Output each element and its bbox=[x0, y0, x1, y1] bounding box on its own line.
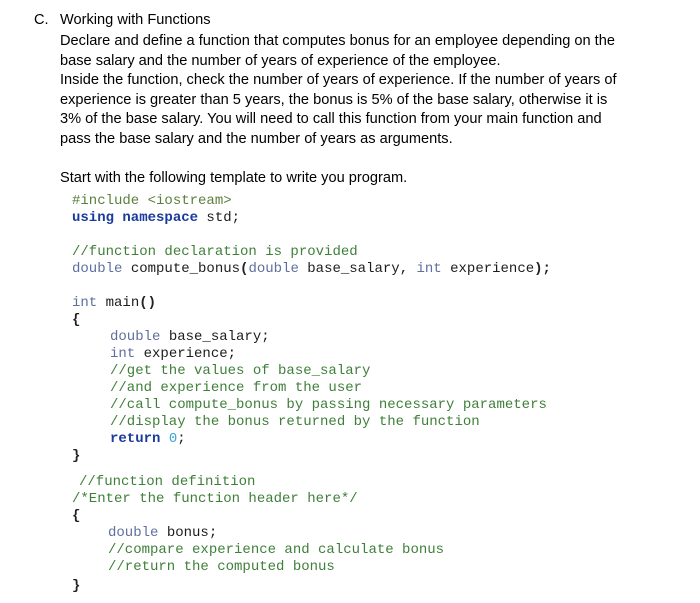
code-line-comment-return: //return the computed bonus bbox=[108, 559, 335, 575]
code-line-return: return 0; bbox=[110, 431, 186, 447]
section-letter: C. bbox=[34, 12, 49, 28]
code-line-declaration: double compute_bonus(double base_salary, int experience); bbox=[72, 261, 551, 277]
code-line-comment-display: //display the bonus returned by the function bbox=[110, 414, 480, 430]
code-line-experience: int experience; bbox=[110, 346, 237, 362]
code-line-using: using namespace std; bbox=[72, 210, 241, 226]
code-line-comment-get: //get the values of base_salary bbox=[110, 363, 371, 379]
code-line-include: #include <iostream> bbox=[72, 193, 232, 209]
instructions-paragraph-2: Inside the function, check the number of years of experience. If the number of years of experience is greater than 5 years, the bonus is 5% of the base salary, otherwise it is 3% of the base salary. You will need to call this function from your main function and pass the base salary and the number of years as arguments. bbox=[60, 72, 617, 147]
code-line-def-header: /*Enter the function header here*/ bbox=[72, 491, 358, 507]
code-line-bonus: double bonus; bbox=[108, 525, 218, 541]
code-line-comment-call: //call compute_bonus by passing necessary parameters bbox=[110, 397, 547, 413]
code-line-main-close-brace: } bbox=[72, 448, 81, 464]
code-line-main: int main() bbox=[72, 295, 157, 311]
code-line-base-salary: double base_salary; bbox=[110, 329, 270, 345]
section-title: Working with Functions bbox=[60, 12, 211, 28]
code-line-def-comment: //function definition bbox=[79, 474, 256, 490]
code-line-fn-open-brace: { bbox=[72, 508, 81, 524]
section-heading bbox=[34, 12, 211, 28]
code-line-comment-and: //and experience from the user bbox=[110, 380, 363, 396]
code-line-comment-compare: //compare experience and calculate bonus bbox=[108, 542, 445, 558]
code-line-main-open-brace: { bbox=[72, 312, 81, 328]
template-intro: Start with the following template to write you program. bbox=[60, 170, 408, 186]
code-line-decl-comment: //function declaration is provided bbox=[72, 244, 358, 260]
code-line-fn-close-brace: } bbox=[72, 578, 81, 594]
instructions-paragraph-1: Declare and define a function that computes bonus for an employee depending on the base salary and the number of years of experience of the employee. bbox=[60, 33, 615, 69]
